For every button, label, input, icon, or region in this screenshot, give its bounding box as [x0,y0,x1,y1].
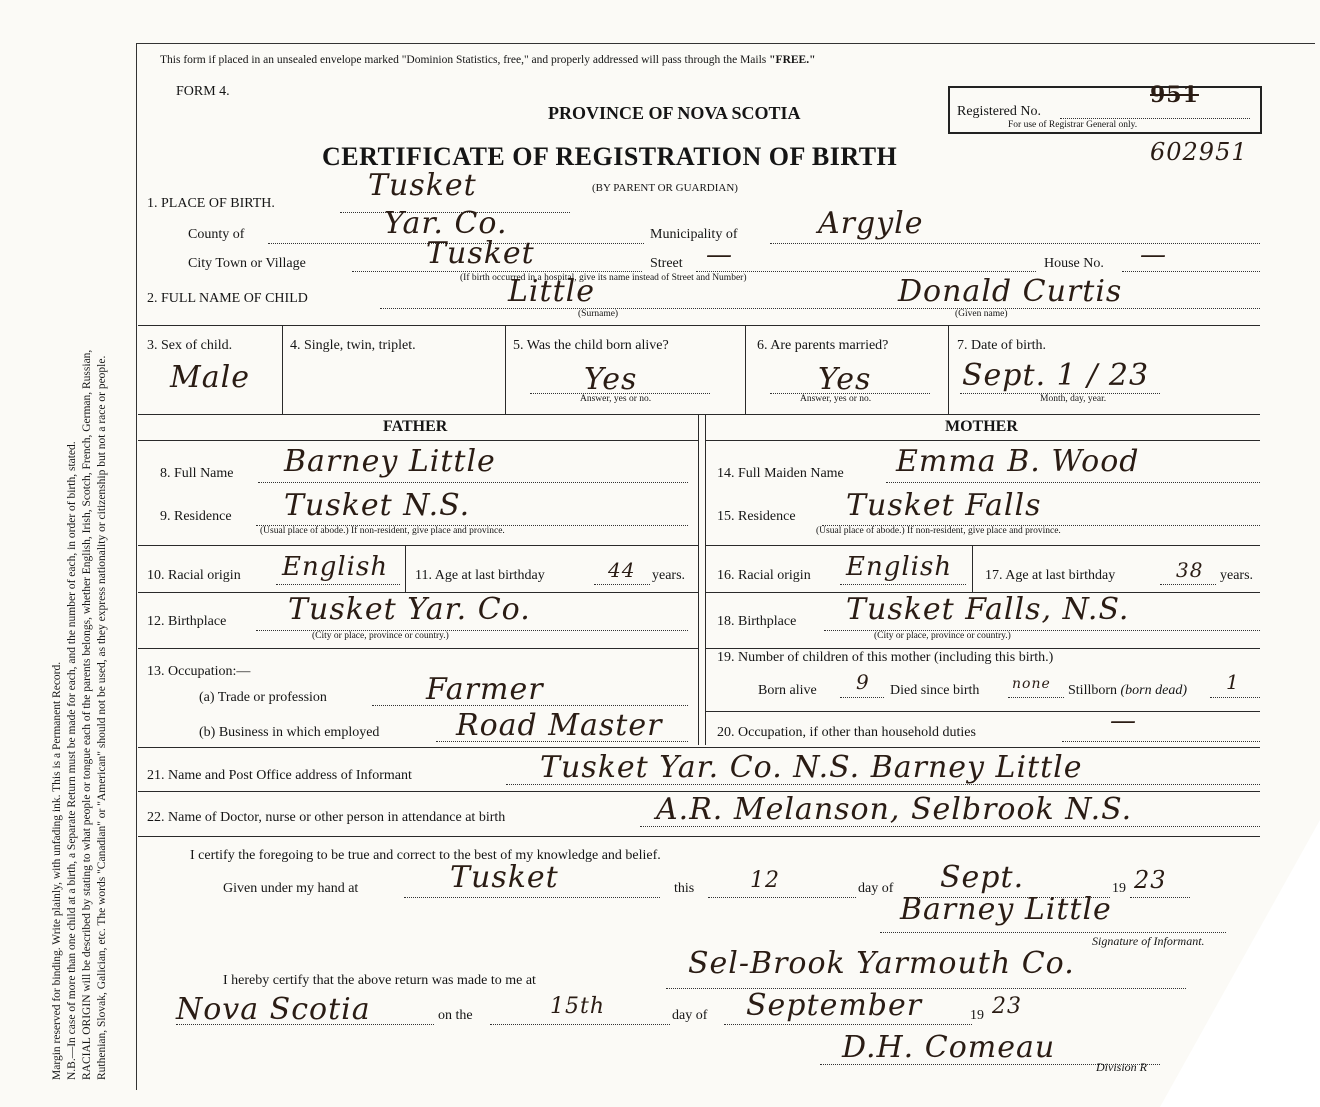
county-value: Yar. Co. [384,206,508,241]
torn-corner [1160,820,1320,1107]
certification-text: I certify the foregoing to be true and correct to the best of my knowledge and belief. [190,848,661,863]
registration-number: 951 [1150,82,1199,108]
father-heading: FATHER [383,418,448,435]
parents-married-caption: Answer, yes or no. [800,394,872,404]
born-alive-label: 5. Was the child born alive? [513,338,669,353]
stillborn-label [1068,683,1187,699]
page-title: CERTIFICATE OF REGISTRATION OF BIRTH [322,142,898,171]
date-of-birth-value: Sept. 1 / 23 [962,358,1150,393]
mother-age-value: 38 [1176,558,1204,582]
signature-caption: Signature of Informant. [1092,934,1205,948]
municipality-label: Municipality of [650,227,738,242]
date-of-birth-label: 7. Date of birth. [957,338,1047,353]
handwritten-number: 602951 [1150,138,1248,166]
registrar-month: September [746,988,923,1023]
this-label: this [674,881,695,896]
surname-caption: (Surname) [578,309,619,319]
registrar-place: Sel-Brook Yarmouth Co. [688,946,1075,981]
registrar-year-prefix: 19 [970,1008,984,1023]
place-of-birth-value: Tusket [368,168,477,203]
municipality-value: Argyle [818,206,924,241]
single-twin-label: 4. Single, twin, triplet. [290,338,416,353]
parents-married-label: 6. Are parents married? [757,338,889,353]
father-occupation-label: 13. Occupation:— [147,664,251,679]
mother-birthplace-label: 18. Birthplace [717,614,797,629]
informant-value: Tusket Yar. Co. N.S. Barney Little [540,750,1083,785]
sex-value: Male [170,360,250,395]
died-since-birth-label: Died since birth [890,683,980,698]
mother-residence-value: Tusket Falls [846,488,1042,523]
given-name-caption: (Given name) [955,309,1008,319]
stillborn-value: 1 [1226,670,1240,694]
mother-children-label: 19. Number of children of this mother (including this birth.) [717,650,1054,665]
registrar-day: 15th [550,994,606,1019]
stillborn-label-text: Stillborn [1068,683,1118,698]
father-business-value: Road Master [456,708,663,743]
registrar-on-the-label: on the [438,1008,473,1023]
city-label-text: City Town or Village [188,256,306,271]
margin-notes [50,40,110,1080]
father-racial-value: English [282,552,389,582]
sex-label: 3. Sex of child. [147,338,233,353]
child-name-label: 2. FULL NAME OF CHILD [147,291,308,306]
born-alive-count-label: Born alive [758,683,817,698]
father-trade-label: (a) Trade or profession [199,690,327,705]
father-name-value: Barney Little [284,444,496,479]
mail-notice-free: "FREE." [769,54,816,66]
mother-racial-label: 16. Racial origin [717,568,811,583]
date-of-birth-caption: Month, day, year. [1040,394,1107,404]
registrar-place2: Nova Scotia [176,992,371,1027]
mother-occupation-value: — [1110,706,1137,736]
born-alive-value: Yes [584,362,638,397]
registrar-signature: D.H. Comeau [842,1030,1056,1065]
died-since-birth-value: none [1012,676,1051,692]
margin-note-line2: N.B.—In case of more than one child at a birth, a Separate Return must be made for each, and the number of each, in order of birth, stated. [66,441,78,1080]
hospital-note: (If birth occurred in a hospital, give its name instead of Street and Number) [460,273,747,283]
father-residence-label: 9. Residence [160,509,232,524]
father-years-label: years. [652,568,686,583]
given-year: 23 [1134,866,1167,894]
form-number: FORM 4. [176,84,230,99]
page-subtitle: (BY PARENT OR GUARDIAN) [592,182,738,194]
child-given-name: Donald Curtis [898,274,1123,309]
mother-heading: MOTHER [945,418,1018,435]
informant-label: 21. Name and Post Office address of Informant [147,768,412,783]
doctor-value: A.R. Melanson, Selbrook N.S. [656,792,1133,827]
father-racial-label: 10. Racial origin [147,568,241,583]
doctor-label: 22. Name of Doctor, nurse or other person in attendance at birth [147,810,506,825]
child-surname: Little [508,274,595,309]
stillborn-note: (born dead) [1120,683,1188,698]
given-at-value: Tusket [450,860,559,895]
mother-age-label: 17. Age at last birthday [985,568,1116,583]
father-age-label: 11. Age at last birthday [415,568,545,583]
street-label: Street [650,256,683,271]
given-day-of-label: day of [858,881,894,896]
mail-notice-text: This form if placed in an unsealed envelope marked "Dominion Statistics, free," and properly addressed will pass through the Mails [160,54,767,66]
father-business-label: (b) Business in which employed [199,725,380,740]
mother-name-value: Emma B. Wood [896,444,1140,479]
city-value: Tusket [426,236,535,271]
father-age-value: 44 [608,558,636,582]
registrar-text: I hereby certify that the above return was made to me at [223,973,536,988]
mother-residence-label: 15. Residence [717,509,796,524]
county-label: County of [188,227,245,242]
father-residence-value: Tusket N.S. [284,488,471,523]
mother-years-label: years. [1220,568,1254,583]
father-birthplace-caption: (City or place, province or country.) [312,631,449,641]
province-heading: PROVINCE OF NOVA SCOTIA [548,103,801,123]
informant-signature: Barney Little [900,892,1112,927]
father-birthplace-label: 12. Birthplace [147,614,227,629]
given-at-label: Given under my hand at [223,881,359,896]
registrar-year: 23 [992,994,1022,1019]
father-birthplace-value: Tusket Yar. Co. [288,592,531,627]
mother-residence-caption: (Usual place of abode.) If non-resident, give place and province. [816,526,1061,536]
street-value: — [706,240,733,270]
margin-note-line4: Ruthenian, Slovak, Galician, etc. The words "Canadian" or "American" should not be used, as they express nationality or citizenship but not a race or people. [96,355,108,1080]
house-label: House No. [1044,256,1104,271]
house-value: — [1140,240,1167,270]
place-of-birth-label: 1. PLACE OF BIRTH. [147,196,275,211]
given-year-prefix: 19 [1112,881,1126,896]
father-name-label: 8. Full Name [160,466,234,481]
mother-racial-value: English [846,552,953,582]
given-month: Sept. [940,860,1025,895]
margin-note-line3: RACIAL ORIGIN will be described by stating to what people or tongue each of the parents belongs, whether English, Irish, Scotch, French, German, Russian, [81,349,93,1080]
father-residence-caption: (Usual place of abode.) If non-resident, give place and province. [260,526,505,536]
mother-name-label: 14. Full Maiden Name [717,466,844,481]
parents-married-value: Yes [818,362,872,397]
born-alive-caption: Answer, yes or no. [580,394,652,404]
given-day: 12 [750,868,780,893]
born-alive-count: 9 [856,670,870,694]
city-label [188,256,306,272]
father-trade-value: Farmer [426,672,544,707]
division-registrar-caption: Division R [1096,1060,1147,1074]
registrar-day-of-label: day of [672,1008,708,1023]
mail-notice [160,54,815,66]
registration-label: Registered No. [957,104,1041,119]
registration-note: For use of Registrar General only. [1008,120,1138,130]
mother-birthplace-value: Tusket Falls, N.S. [846,592,1130,627]
margin-note-line1: Margin reserved for binding. Write plainly, with unfading ink. This is a Permanent Record. [51,661,63,1080]
mother-birthplace-caption: (City or place, province or country.) [874,631,1011,641]
mother-occupation-label: 20. Occupation, if other than household duties [717,725,976,740]
